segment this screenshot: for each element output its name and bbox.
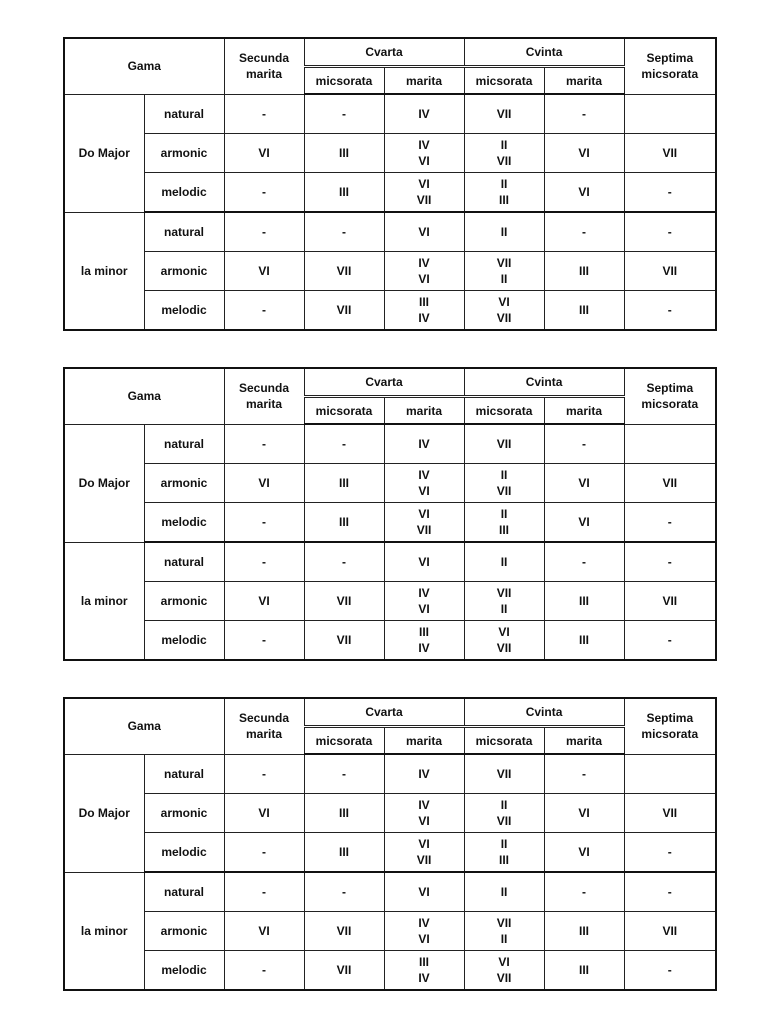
cvarta-marita-cell: IV VI	[384, 134, 464, 173]
table-row	[64, 794, 716, 833]
septima-micsorata-cell: VII	[624, 582, 716, 621]
cvarta-micsorata-cell: III	[304, 173, 384, 213]
secunda-marita-cell: -	[224, 212, 304, 252]
scale-type-label: natural	[144, 754, 224, 794]
secunda-marita-cell: -	[224, 872, 304, 912]
cvinta-micsorata-cell: II	[464, 872, 544, 912]
table-row	[64, 134, 716, 173]
secunda-marita-header: Secunda marita	[224, 368, 304, 424]
septima-micsorata-cell: -	[624, 212, 716, 252]
cvinta-marita-cell: -	[544, 212, 624, 252]
scale-type-label: melodic	[144, 621, 224, 661]
cvarta-marita-cell: VI	[384, 542, 464, 582]
secunda-marita-cell: VI	[224, 134, 304, 173]
cvinta-micsorata-cell: II VII	[464, 134, 544, 173]
cvarta-header: Cvarta	[304, 38, 464, 67]
secunda-marita-cell: -	[224, 424, 304, 464]
secunda-marita-cell: -	[224, 621, 304, 661]
cvinta-micsorata-cell: VII	[464, 94, 544, 134]
cvarta-header: Cvarta	[304, 368, 464, 397]
cvarta-micsorata-cell: -	[304, 872, 384, 912]
cvinta-micsorata-cell: VII II	[464, 912, 544, 951]
table-row	[64, 173, 716, 213]
secunda-marita-cell: -	[224, 94, 304, 134]
table-row	[64, 951, 716, 991]
interval-table-grid	[63, 367, 717, 661]
cvinta-micsorata-cell: II	[464, 212, 544, 252]
secunda-marita-cell: VI	[224, 794, 304, 833]
cvarta-marita-cell: IV VI	[384, 582, 464, 621]
cvinta-marita-cell: VI	[544, 173, 624, 213]
cvinta-micsorata-cell: VII II	[464, 582, 544, 621]
cvarta-micsorata-cell: -	[304, 212, 384, 252]
scale-type-label: melodic	[144, 833, 224, 873]
scale-type-label: armonic	[144, 464, 224, 503]
cvinta-micsorata-cell: II III	[464, 503, 544, 543]
secunda-marita-cell: -	[224, 951, 304, 991]
septima-micsorata-cell: VII	[624, 252, 716, 291]
scale-type-label: natural	[144, 94, 224, 134]
cvarta-marita-cell: VI VII	[384, 833, 464, 873]
scale-type-label: armonic	[144, 252, 224, 291]
interval-table	[63, 367, 715, 661]
table-row	[64, 464, 716, 503]
interval-table-grid	[63, 697, 717, 991]
scale-type-label: melodic	[144, 951, 224, 991]
secunda-marita-cell: VI	[224, 464, 304, 503]
cvinta-micsorata-header: micsorata	[464, 67, 544, 95]
cvinta-micsorata-cell: VII II	[464, 252, 544, 291]
cvinta-micsorata-cell: II VII	[464, 794, 544, 833]
cvinta-marita-cell: III	[544, 252, 624, 291]
secunda-marita-cell: VI	[224, 582, 304, 621]
cvinta-marita-cell: -	[544, 424, 624, 464]
septima-micsorata-cell: -	[624, 542, 716, 582]
cvarta-marita-header: marita	[384, 397, 464, 425]
scale-type-label: melodic	[144, 503, 224, 543]
septima-micsorata-header: Septima micsorata	[624, 698, 716, 754]
cvinta-header: Cvinta	[464, 368, 624, 397]
table-row	[64, 754, 716, 794]
secunda-marita-cell: -	[224, 833, 304, 873]
scale-type-label: armonic	[144, 794, 224, 833]
cvarta-marita-cell: IV	[384, 754, 464, 794]
cvarta-micsorata-cell: VII	[304, 951, 384, 991]
septima-micsorata-cell: VII	[624, 912, 716, 951]
cvarta-micsorata-cell: VII	[304, 912, 384, 951]
cvarta-marita-cell: IV	[384, 94, 464, 134]
cvarta-marita-cell: IV VI	[384, 794, 464, 833]
cvinta-micsorata-cell: VII	[464, 754, 544, 794]
cvarta-micsorata-cell: III	[304, 134, 384, 173]
cvinta-marita-cell: -	[544, 754, 624, 794]
secunda-marita-cell: -	[224, 291, 304, 331]
gama-header: Gama	[64, 698, 224, 754]
septima-micsorata-cell: VII	[624, 794, 716, 833]
septima-micsorata-cell	[624, 94, 716, 134]
septima-micsorata-cell	[624, 424, 716, 464]
cvinta-marita-cell: III	[544, 951, 624, 991]
cvinta-marita-header: marita	[544, 397, 624, 425]
cvinta-micsorata-cell: II III	[464, 173, 544, 213]
cvarta-header: Cvarta	[304, 698, 464, 727]
septima-micsorata-header: Septima micsorata	[624, 38, 716, 94]
table-row	[64, 872, 716, 912]
cvarta-marita-header: marita	[384, 727, 464, 755]
cvinta-micsorata-cell: II VII	[464, 464, 544, 503]
cvinta-micsorata-cell: II	[464, 542, 544, 582]
interval-table-grid	[63, 37, 717, 331]
septima-micsorata-cell: VII	[624, 464, 716, 503]
secunda-marita-cell: -	[224, 173, 304, 213]
cvinta-micsorata-header: micsorata	[464, 727, 544, 755]
cvarta-micsorata-cell: VII	[304, 582, 384, 621]
cvarta-marita-cell: III IV	[384, 291, 464, 331]
scale-group-label: la minor	[64, 212, 144, 330]
gama-header: Gama	[64, 38, 224, 94]
cvinta-micsorata-cell: VI VII	[464, 291, 544, 331]
cvarta-micsorata-cell: VII	[304, 291, 384, 331]
cvinta-marita-cell: -	[544, 94, 624, 134]
scale-group-label: la minor	[64, 542, 144, 660]
cvarta-marita-cell: VI	[384, 872, 464, 912]
cvarta-marita-cell: IV VI	[384, 252, 464, 291]
septima-micsorata-cell: VII	[624, 134, 716, 173]
cvinta-micsorata-cell: VI VII	[464, 621, 544, 661]
cvarta-micsorata-header: micsorata	[304, 727, 384, 755]
scale-group-label: la minor	[64, 872, 144, 990]
table-row	[64, 912, 716, 951]
cvinta-marita-cell: -	[544, 872, 624, 912]
cvarta-marita-cell: IV VI	[384, 464, 464, 503]
cvinta-micsorata-cell: VI VII	[464, 951, 544, 991]
cvarta-micsorata-cell: III	[304, 464, 384, 503]
secunda-marita-cell: VI	[224, 912, 304, 951]
cvarta-micsorata-cell: VII	[304, 621, 384, 661]
secunda-marita-cell: VI	[224, 252, 304, 291]
cvarta-marita-cell: VI	[384, 212, 464, 252]
secunda-marita-cell: -	[224, 754, 304, 794]
cvinta-header: Cvinta	[464, 38, 624, 67]
table-row	[64, 621, 716, 661]
scale-type-label: armonic	[144, 912, 224, 951]
cvarta-marita-cell: IV VI	[384, 912, 464, 951]
cvarta-marita-cell: VI VII	[384, 173, 464, 213]
cvinta-marita-cell: III	[544, 912, 624, 951]
cvinta-marita-cell: III	[544, 582, 624, 621]
cvinta-marita-cell: VI	[544, 794, 624, 833]
cvarta-micsorata-cell: -	[304, 424, 384, 464]
cvinta-micsorata-cell: II III	[464, 833, 544, 873]
cvarta-micsorata-cell: -	[304, 754, 384, 794]
cvarta-micsorata-cell: -	[304, 94, 384, 134]
table-row	[64, 212, 716, 252]
scale-group-label: Do Major	[64, 424, 144, 542]
cvinta-marita-header: marita	[544, 67, 624, 95]
cvarta-marita-header: marita	[384, 67, 464, 95]
septima-micsorata-header: Septima micsorata	[624, 368, 716, 424]
septima-micsorata-cell: -	[624, 833, 716, 873]
table-row	[64, 582, 716, 621]
septima-micsorata-cell	[624, 754, 716, 794]
septima-micsorata-cell: -	[624, 173, 716, 213]
scale-type-label: natural	[144, 872, 224, 912]
interval-table	[63, 697, 715, 991]
scale-type-label: armonic	[144, 582, 224, 621]
cvarta-micsorata-cell: III	[304, 794, 384, 833]
cvarta-micsorata-cell: -	[304, 542, 384, 582]
septima-micsorata-cell: -	[624, 621, 716, 661]
table-row	[64, 94, 716, 134]
secunda-marita-cell: -	[224, 503, 304, 543]
scale-type-label: melodic	[144, 173, 224, 213]
cvinta-marita-cell: III	[544, 621, 624, 661]
table-row	[64, 503, 716, 543]
septima-micsorata-cell: -	[624, 291, 716, 331]
septima-micsorata-cell: -	[624, 503, 716, 543]
cvarta-marita-cell: IV	[384, 424, 464, 464]
cvinta-marita-cell: VI	[544, 464, 624, 503]
scale-type-label: armonic	[144, 134, 224, 173]
gama-header: Gama	[64, 368, 224, 424]
cvarta-marita-cell: III IV	[384, 951, 464, 991]
cvarta-micsorata-cell: III	[304, 503, 384, 543]
table-row	[64, 424, 716, 464]
cvinta-micsorata-header: micsorata	[464, 397, 544, 425]
cvarta-micsorata-header: micsorata	[304, 397, 384, 425]
cvinta-marita-cell: VI	[544, 134, 624, 173]
cvinta-header: Cvinta	[464, 698, 624, 727]
cvarta-marita-cell: III IV	[384, 621, 464, 661]
scale-type-label: melodic	[144, 291, 224, 331]
scale-type-label: natural	[144, 542, 224, 582]
scale-group-label: Do Major	[64, 94, 144, 212]
interval-table	[63, 37, 715, 331]
scale-group-label: Do Major	[64, 754, 144, 872]
septima-micsorata-cell: -	[624, 872, 716, 912]
table-row	[64, 833, 716, 873]
table-row	[64, 291, 716, 331]
cvarta-micsorata-cell: VII	[304, 252, 384, 291]
secunda-marita-cell: -	[224, 542, 304, 582]
scale-type-label: natural	[144, 424, 224, 464]
cvinta-marita-cell: VI	[544, 503, 624, 543]
cvarta-micsorata-cell: III	[304, 833, 384, 873]
cvarta-micsorata-header: micsorata	[304, 67, 384, 95]
scale-type-label: natural	[144, 212, 224, 252]
table-row	[64, 542, 716, 582]
cvinta-marita-header: marita	[544, 727, 624, 755]
secunda-marita-header: Secunda marita	[224, 38, 304, 94]
septima-micsorata-cell: -	[624, 951, 716, 991]
cvarta-marita-cell: VI VII	[384, 503, 464, 543]
cvinta-marita-cell: VI	[544, 833, 624, 873]
table-row	[64, 252, 716, 291]
cvinta-micsorata-cell: VII	[464, 424, 544, 464]
cvinta-marita-cell: III	[544, 291, 624, 331]
secunda-marita-header: Secunda marita	[224, 698, 304, 754]
cvinta-marita-cell: -	[544, 542, 624, 582]
